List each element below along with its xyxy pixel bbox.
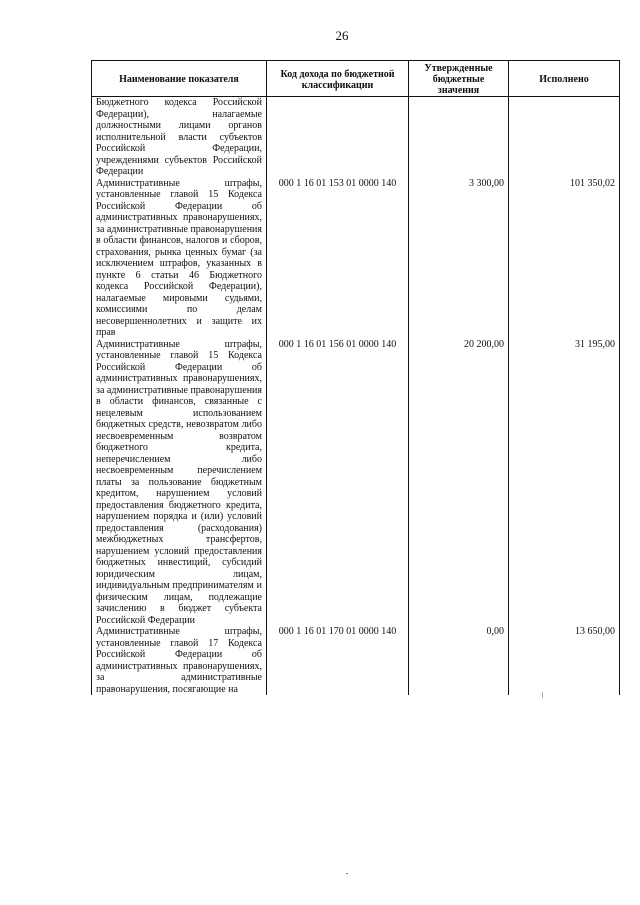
row-approved-value: 3 300,00 <box>409 178 509 339</box>
row-revenue-code: 000 1 16 01 170 01 0000 140 <box>267 626 409 695</box>
row-executed-value: 31 195,00 <box>509 339 620 627</box>
table-header-row <box>92 61 620 97</box>
row-approved-value: 20 200,00 <box>409 339 509 627</box>
budget-revenue-table <box>91 60 620 695</box>
row-indicator-name: Бюджетного кодекса Российской Федерации), налагаемые должностными лицами органов исполнительной власти субъектов Российской Федерации, учреждениями субъектов Российской Федерации <box>92 97 267 178</box>
page-number: 26 <box>335 28 349 43</box>
table-row <box>92 178 620 339</box>
row-indicator-name: Административные штрафы, установленные главой 15 Кодекса Российской Федерации об административных правонарушениях, за административные правонарушения в области финансов, налогов и сборов, страхования, рынка ценных бумаг (за исключением штрафов, указанных в пункте 6 статьи 46 Бюджетного кодекса Российской Федерации), налагаемые мировыми судьями, комиссиями по делам несовершеннолетних и защите их прав <box>92 178 267 339</box>
row-approved-value <box>409 97 509 178</box>
table-row <box>92 339 620 627</box>
header-executed: Исполнено <box>509 61 620 97</box>
header-revenue-code: Код дохода по бюджетной классификации <box>267 61 409 97</box>
row-executed-value <box>509 97 620 178</box>
row-executed-value: 101 350,02 <box>509 178 620 339</box>
row-executed-value: 13 650,00 <box>509 626 620 695</box>
row-revenue-code: 000 1 16 01 156 01 0000 140 <box>267 339 409 627</box>
header-approved-values: Утвержденные бюджетные значения <box>409 61 509 97</box>
scan-artifact-mark <box>346 873 348 874</box>
row-approved-value: 0,00 <box>409 626 509 695</box>
row-revenue-code: 000 1 16 01 153 01 0000 140 <box>267 178 409 339</box>
table-row <box>92 97 620 178</box>
table-row <box>92 626 620 695</box>
row-revenue-code <box>267 97 409 178</box>
scan-artifact-mark <box>542 692 543 698</box>
header-indicator-name: Наименование показателя <box>92 61 267 97</box>
row-indicator-name: Административные штрафы, установленные главой 15 Кодекса Российской Федерации об административных правонарушениях, за административные правонарушения в области финансов, связанные с нецелевым использованием бюджетных средств, невозвратом либо несвоевременным возвратом бюджетного кредита, неперечислением либо несвоевременным перечислением платы за пользование бюджетным кредитом, нарушением условий предоставления бюджетного кредита, нарушением порядка и (или) условий предоставления (расходования) межбюджетных трансфертов, нарушением условий предоставления бюджетных инвестиций, субсидий юридическим лицам, индивидуальным предпринимателям и физическим лицам, подлежащие зачислению в бюджет субъекта Российской Федерации <box>92 339 267 627</box>
row-indicator-name: Административные штрафы, установленные главой 17 Кодекса Российской Федерации об административных правонарушениях, за административные правонарушения, посягающие на <box>92 626 267 695</box>
